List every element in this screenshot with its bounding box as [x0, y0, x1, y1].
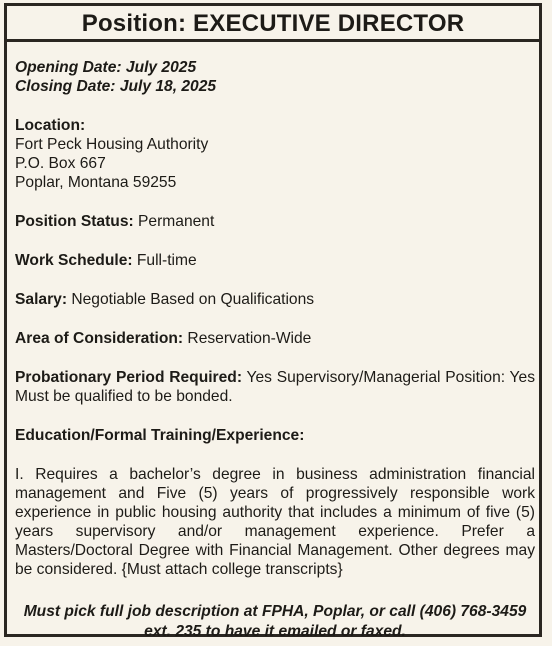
opening-date: Opening Date: July 2025 — [15, 59, 197, 76]
position-status-label: Position Status: — [15, 213, 134, 230]
position-status-value: Permanent — [133, 213, 215, 230]
location-line-2: P.O. Box 667 — [15, 155, 106, 172]
education-label: Education/Formal Training/Experience: — [15, 427, 305, 444]
location-line-3: Poplar, Montana 59255 — [15, 174, 177, 191]
salary — [15, 290, 535, 309]
probation-label: Probationary Period Required: — [15, 369, 243, 386]
footer-note: Must pick full job description at FPHA, Poplar, or call (406) 768-3459 ext. 235 to have it emailed or faxed. — [23, 603, 527, 640]
work-schedule-label: Work Schedule: — [15, 252, 133, 269]
closing-date: Closing Date: July 18, 2025 — [15, 78, 217, 95]
salary-value: Negotiable Based on Qualifications — [67, 291, 315, 308]
work-schedule — [15, 251, 535, 270]
ad-body — [15, 58, 535, 579]
page-title: Position: EXECUTIVE DIRECTOR — [7, 6, 539, 42]
location-line-1: Fort Peck Housing Authority — [15, 136, 209, 153]
location-block — [15, 116, 535, 192]
position-status — [15, 212, 535, 231]
education-text: I. Requires a bachelor’s degree in business administration financial management and Five (5) years of progressively responsible work experience in public housing authority that includes a minimum of five (5) years supervisory and/or management experience. Prefer a Masters/Doctoral Degree with Financial Management. Other degrees may be considered. {Must attach college transcripts} — [15, 466, 535, 578]
job-ad — [4, 3, 542, 640]
work-schedule-value: Full-time — [132, 252, 197, 269]
dates-block — [15, 58, 535, 96]
area-of-consideration — [15, 329, 535, 348]
probation-value: Yes Supervisory/Managerial Position: Yes Must be qualified to be bonded. — [15, 369, 535, 405]
area-value: Reservation-Wide — [183, 330, 312, 347]
location-label: Location: — [15, 117, 86, 134]
probationary-period — [15, 368, 535, 406]
salary-label: Salary: — [15, 291, 68, 308]
area-label: Area of Consideration: — [15, 330, 184, 347]
